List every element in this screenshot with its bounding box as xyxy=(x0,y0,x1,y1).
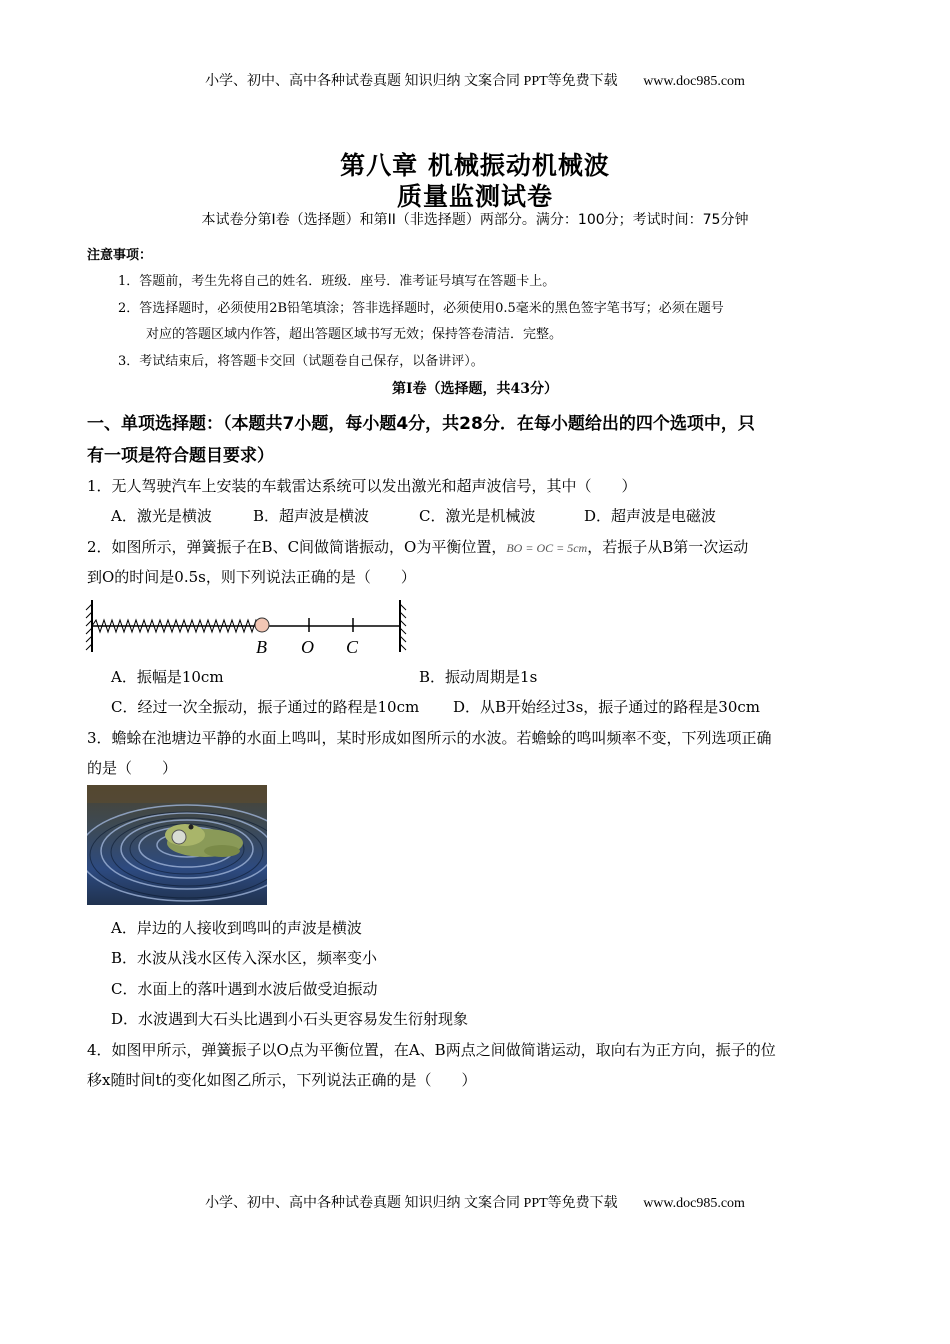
note-2b: 对应的答题区域内作答，超出答题区域书写无效；保持答卷清洁．完整。 xyxy=(146,327,563,342)
q2-option-d: D．从B开始经过3s，振子通过的路程是30cm xyxy=(453,698,761,716)
q1-option-d: D．超声波是电磁波 xyxy=(584,507,717,525)
q1-option-a: A．激光是横波 xyxy=(111,507,212,525)
q2-stem-line1 xyxy=(87,537,748,558)
footer-site: www.doc985.com xyxy=(643,1196,745,1211)
q3-option-b: B．水波从浅水区传入深水区，频率变小 xyxy=(111,949,378,967)
label-o: O xyxy=(301,637,314,657)
header-site: www.doc985.com xyxy=(643,74,745,89)
q3-option-c: C．水面上的落叶遇到水波后做受迫振动 xyxy=(111,980,378,998)
toad-water-photo xyxy=(87,785,267,905)
subtitle: 本试卷分第I卷（选择题）和第II（非选择题）两部分。满分：100分；考试时间：75分钟 xyxy=(201,212,749,228)
page-header xyxy=(0,70,950,90)
q1-option-b: B．超声波是横波 xyxy=(253,507,370,525)
part1-title: 第Ⅰ卷（选择题，共43分） xyxy=(391,381,559,397)
spring-oscillator-figure xyxy=(82,596,412,660)
page-footer xyxy=(0,1192,950,1212)
q2-option-a: A．振幅是10cm xyxy=(111,668,224,686)
q2-option-c: C．经过一次全振动，振子通过的路程是10cm xyxy=(111,698,420,716)
title-line-1: 第八章 机械振动机械波 xyxy=(340,151,610,180)
oscillator-ball xyxy=(255,618,269,632)
q2-stem-b: ，若振子从B第一次运动 xyxy=(587,538,749,556)
note-2a: 2．答选择题时，必须使用2B铅笔填涂；答非选择题时，必须使用0.5毫米的黑色签字笔书写；必须在题号 xyxy=(118,301,724,316)
q2-stem-line2: 到O的时间是0.5s，则下列说法正确的是（ ） xyxy=(87,568,416,586)
q4-stem-line1: 4．如图甲所示，弹簧振子以O点为平衡位置，在A、B两点之间做简谐运动，取向右为正方向，振子的位 xyxy=(87,1041,776,1059)
notes-heading: 注意事项： xyxy=(87,248,153,263)
label-c: C xyxy=(346,637,359,657)
section1-line2: 有一项是符合题目要求） xyxy=(87,446,274,466)
q3-option-a: A．岸边的人接收到鸣叫的声波是横波 xyxy=(111,919,362,937)
q2-option-b: B．振动周期是1s xyxy=(419,668,538,686)
q2-formula: BO = OC = 5cm xyxy=(506,541,588,555)
q3-stem-line1: 3．蟾蜍在池塘边平静的水面上鸣叫，某时形成如图所示的水波。若蟾蜍的鸣叫频率不变，下列选项正确 xyxy=(87,729,772,747)
label-b: B xyxy=(256,637,267,657)
q1-option-c: C．激光是机械波 xyxy=(419,507,536,525)
header-text: 小学、初中、高中各种试卷真题 知识归纳 文案合同 PPT等免费下载 xyxy=(205,74,618,89)
q2-stem-a: 2．如图所示，弹簧振子在B、C间做简谐振动，O为平衡位置， xyxy=(87,538,507,556)
section1-line1: 一、单项选择题：（本题共7小题，每小题4分，共28分．在每小题给出的四个选项中，只 xyxy=(87,414,755,434)
footer-text: 小学、初中、高中各种试卷真题 知识归纳 文案合同 PPT等免费下载 xyxy=(205,1196,618,1211)
title-line-2: 质量监测试卷 xyxy=(396,182,553,211)
q1-stem: 1．无人驾驶汽车上安装的车载雷达系统可以发出激光和超声波信号，其中（ ） xyxy=(87,477,637,495)
q3-stem-line2: 的是（ ） xyxy=(87,759,178,777)
q3-option-d: D．水波遇到大石头比遇到小石头更容易发生衍射现象 xyxy=(111,1010,469,1028)
q4-stem-line2: 移x随时间t的变化如图乙所示，下列说法正确的是（ ） xyxy=(87,1071,477,1089)
note-3: 3．考试结束后，将答题卡交回（试题卷自己保存，以备讲评）。 xyxy=(118,354,484,369)
note-1: 1．答题前，考生先将自己的姓名．班级．座号．准考证号填写在答题卡上。 xyxy=(118,274,556,289)
